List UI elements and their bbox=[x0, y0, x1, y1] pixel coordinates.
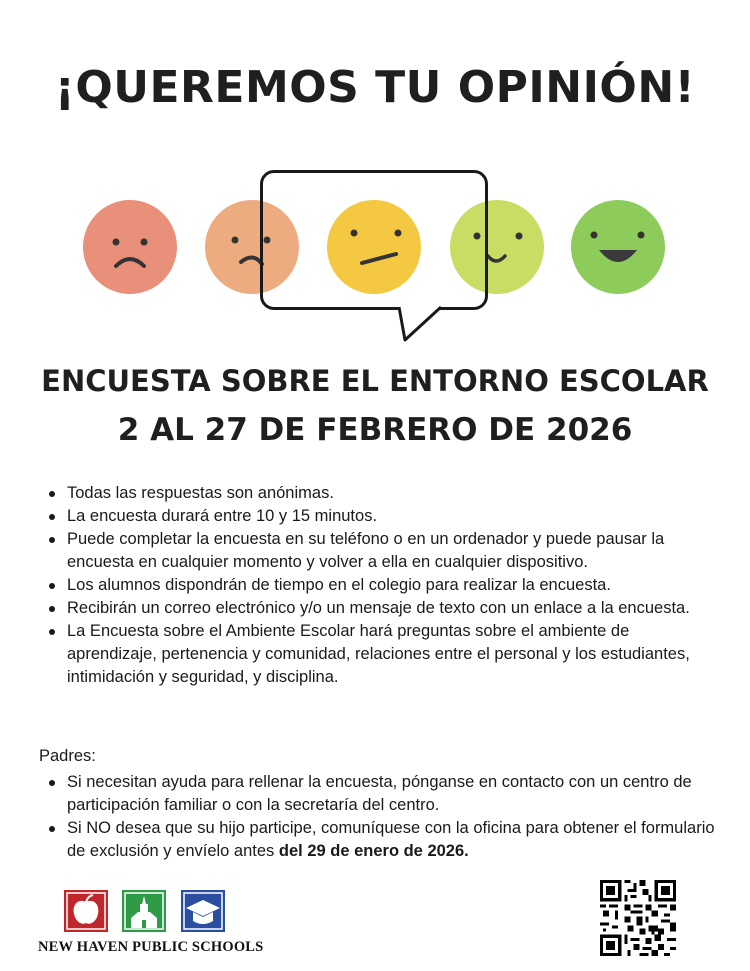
neutral-face-icon bbox=[327, 200, 421, 294]
list-item: Si necesitan ayuda para rellenar la encuesta, pónganse en contacto con un centro de participación familiar o con la secretaría del centro. bbox=[40, 771, 720, 817]
list-item: Todas las respuestas son anónimas. bbox=[40, 482, 720, 505]
opt-out-deadline: del 29 de enero de 2026. bbox=[278, 842, 469, 860]
sad-face-icon bbox=[205, 200, 299, 294]
happy-face-icon bbox=[450, 200, 544, 294]
parents-label: Padres: bbox=[39, 747, 96, 765]
district-logos bbox=[64, 890, 264, 935]
graduation-cap-logo-icon bbox=[181, 890, 225, 932]
list-item: Recibirán un correo electrónico y/o un mensaje de texto con un enlace a la encuesta. bbox=[40, 597, 720, 620]
survey-dates: 2 AL 27 DE FEBRERO DE 2026 bbox=[117, 412, 633, 448]
mood-faces bbox=[0, 160, 750, 350]
list-item: La Encuesta sobre el Ambiente Escolar hará preguntas sobre el ambiente de aprendizaje, pertenencia y comunidad, relaciones entre el personal y los estudiantes, intimidación y seguridad, y disciplina. bbox=[40, 620, 720, 689]
page-title: ¡QUEREMOS TU OPINIÓN! bbox=[54, 62, 696, 113]
list-item: Puede completar la encuesta en su teléfono o en un ordenador y puede pausar la encuesta en cualquier momento y volver a ella en cualquier dispositivo. bbox=[40, 528, 720, 574]
very-happy-face-icon bbox=[571, 200, 665, 294]
list-item: La encuesta durará entre 10 y 15 minutos. bbox=[40, 505, 720, 528]
opt-out-text: Si NO desea que su hijo participe, comuníquese con la oficina para obtener el formulario de exclusión y envíelo antes bbox=[67, 819, 715, 860]
list-item: Los alumnos dispondrán de tiempo en el colegio para realizar la encuesta. bbox=[40, 574, 720, 597]
very-sad-face-icon bbox=[83, 200, 177, 294]
speech-bubble-tail-icon bbox=[395, 306, 445, 342]
apple-logo-icon bbox=[64, 890, 108, 932]
info-list bbox=[40, 482, 720, 689]
building-logo-icon bbox=[122, 890, 166, 932]
survey-title: ENCUESTA SOBRE EL ENTORNO ESCOLAR bbox=[41, 364, 709, 398]
qr-code-icon[interactable] bbox=[600, 880, 676, 956]
list-item bbox=[40, 817, 720, 863]
parents-list bbox=[40, 771, 720, 863]
org-name: NEW HAVEN PUBLIC SCHOOLS bbox=[38, 939, 264, 955]
